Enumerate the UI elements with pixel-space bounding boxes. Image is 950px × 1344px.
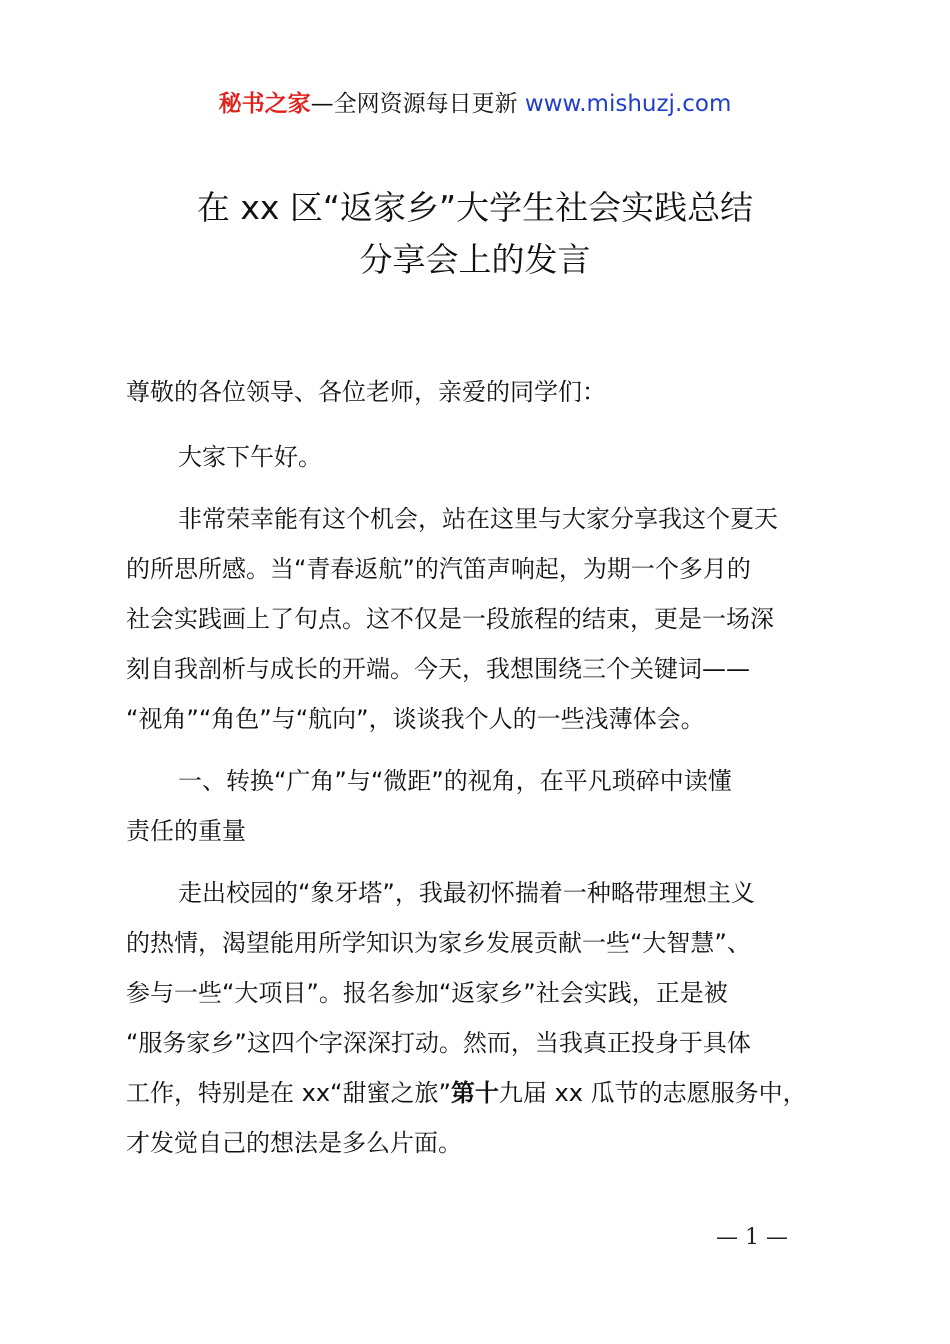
- brand-name: 秘书之家: [218, 91, 311, 117]
- site-header: [0, 88, 950, 120]
- body-line: [126, 1068, 846, 1118]
- document-title: [0, 182, 950, 286]
- section-heading-line: 责任的重量: [126, 817, 246, 845]
- body-line: 的热情，渴望能用所学知识为家乡发展贡献一些“大智慧”、: [126, 929, 751, 957]
- title-line-1: 在 xx 区“返家乡”大学生社会实践总结: [196, 188, 754, 227]
- intro-paragraph: [126, 494, 846, 744]
- site-url-link[interactable]: www.mishuzj.com: [524, 91, 732, 117]
- intro-line: 社会实践画上了句点。这不仅是一段旅程的结束，更是一场深: [126, 605, 774, 633]
- greeting-line: 大家下午好。: [178, 443, 322, 471]
- body-paragraph-1: [126, 868, 846, 1168]
- body-bold-span: 第十: [450, 1079, 499, 1107]
- section-1-heading: [126, 756, 846, 856]
- body-line: 参与一些“大项目”。报名参加“返家乡”社会实践，正是被: [126, 979, 728, 1007]
- intro-line: 的所思所感。当“青春返航”的汽笛声响起，为期一个多月的: [126, 555, 751, 583]
- body-text-span: 工作，特别是在 xx“甜蜜之旅”: [126, 1079, 451, 1107]
- body-line: 走出校园的“象牙塔”，我最初怀揣着一种略带理想主义: [178, 879, 755, 907]
- intro-line: 非常荣幸能有这个机会，站在这里与大家分享我这个夏天: [178, 505, 778, 533]
- title-line-2: 分享会上的发言: [359, 240, 591, 279]
- greeting-paragraph: [126, 432, 846, 482]
- intro-line: “视角”“角色”与“航向”，谈谈我个人的一些浅薄体会。: [126, 705, 705, 733]
- header-tagline: —全网资源每日更新: [310, 91, 525, 117]
- section-heading-line: 一、转换“广角”与“微距”的视角，在平凡琐碎中读懂: [178, 767, 732, 795]
- salutation: 尊敬的各位领导、各位老师，亲爱的同学们：: [126, 378, 606, 406]
- intro-line: 刻自我剖析与成长的开端。今天，我想围绕三个关键词——: [126, 655, 750, 683]
- body-text-span: 九届 xx 瓜节的志愿服务中，: [498, 1079, 807, 1107]
- body-line: 才发觉自己的想法是多么片面。: [126, 1129, 462, 1157]
- body-line: “服务家乡”这四个字深深打动。然而，当我真正投身于具体: [126, 1029, 751, 1057]
- page-number: — 1 —: [716, 1225, 788, 1250]
